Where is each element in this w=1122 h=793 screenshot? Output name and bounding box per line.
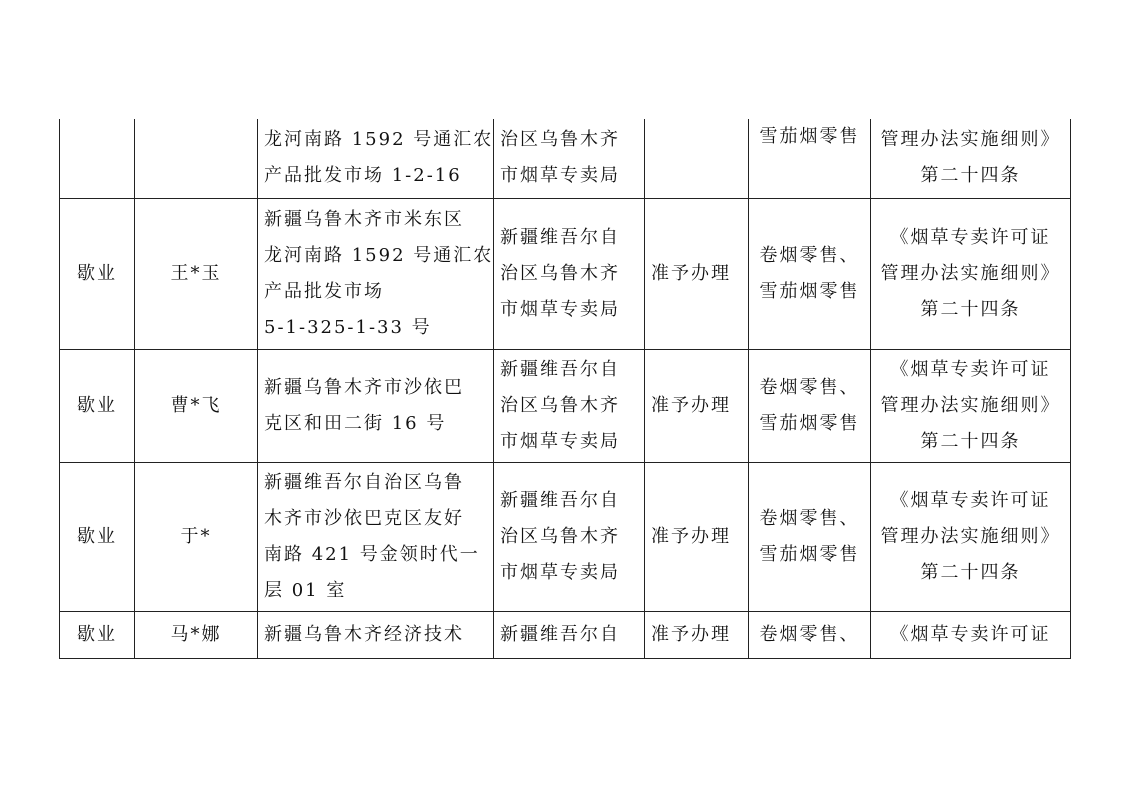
- authority-cell: [494, 198, 645, 349]
- name-cell: 马*娜: [135, 611, 258, 658]
- basis-line: 《烟草专卖许可证: [890, 489, 1051, 511]
- status-cell: [60, 119, 135, 198]
- address-line: 木齐市沙依巴克区友好: [264, 507, 464, 529]
- table-row: [60, 611, 1071, 658]
- basis-cell: [871, 119, 1071, 198]
- basis-line: 《烟草专卖许可证: [890, 358, 1051, 380]
- address-cell: [258, 198, 494, 349]
- table-row: [60, 462, 1071, 611]
- scope-cell: [749, 611, 871, 658]
- address-line: 南路 421 号金领时代一: [264, 543, 480, 565]
- address-line: 新疆维吾尔自治区乌鲁: [264, 471, 464, 493]
- authority-line: 市烟草专卖局: [500, 561, 620, 583]
- scope-cell: [749, 119, 871, 198]
- authority-line: 治区乌鲁木齐: [500, 394, 620, 416]
- basis-line: 第二十四条: [920, 298, 1021, 320]
- basis-line: 管理办法实施细则》: [880, 394, 1061, 416]
- authority-cell: [494, 611, 645, 658]
- basis-cell: [871, 462, 1071, 611]
- address-cell: [258, 119, 494, 198]
- scope-line: 卷烟零售、: [759, 376, 860, 398]
- address-line: 产品批发市场 1-2-16: [264, 165, 462, 187]
- authority-line: 治区乌鲁木齐: [500, 129, 620, 151]
- basis-line: 第二十四条: [920, 561, 1021, 583]
- status-cell: 歇业: [60, 611, 135, 658]
- scope-line: 雪茄烟零售: [759, 126, 860, 147]
- name-cell: 于*: [135, 462, 258, 611]
- name-cell: 曹*飞: [135, 349, 258, 462]
- basis-line: 《烟草专卖许可证: [890, 226, 1051, 248]
- license-table: [59, 119, 1071, 659]
- address-cell: [258, 462, 494, 611]
- authority-line: 新疆维吾尔自: [500, 358, 620, 380]
- authority-line: 新疆维吾尔自: [500, 226, 620, 248]
- address-cell: [258, 611, 494, 658]
- authority-line: 市烟草专卖局: [500, 430, 620, 452]
- scope-line: 卷烟零售、: [759, 244, 860, 266]
- action-cell: 准予办理: [645, 462, 749, 611]
- action-cell: [645, 119, 749, 198]
- address-line: 新疆乌鲁木齐市米东区: [264, 208, 464, 230]
- address-line: 5-1-325-1-33 号: [264, 316, 432, 338]
- basis-line: 管理办法实施细则》: [880, 129, 1061, 151]
- address-line: 产品批发市场: [264, 280, 384, 302]
- authority-cell: [494, 119, 645, 198]
- authority-line: 治区乌鲁木齐: [500, 525, 620, 547]
- table-row: [60, 349, 1071, 462]
- authority-line: 治区乌鲁木齐: [500, 262, 620, 284]
- basis-line: 第二十四条: [920, 430, 1021, 452]
- address-line: 克区和田二街 16 号: [264, 412, 447, 434]
- authority-cell: [494, 462, 645, 611]
- address-line: 龙河南路 1592 号通汇农: [264, 129, 494, 151]
- basis-cell: [871, 349, 1071, 462]
- name-cell: 王*玉: [135, 198, 258, 349]
- basis-line: 管理办法实施细则》: [880, 525, 1061, 547]
- address-line: 新疆乌鲁木齐经济技术: [264, 623, 464, 645]
- scope-line: 雪茄烟零售: [759, 543, 860, 565]
- scope-cell: [749, 349, 871, 462]
- address-line: 层 01 室: [264, 579, 347, 601]
- authority-line: 市烟草专卖局: [500, 298, 620, 320]
- basis-line: 《烟草专卖许可证: [890, 623, 1051, 645]
- scope-cell: [749, 462, 871, 611]
- scope-line: 卷烟零售、: [759, 507, 860, 529]
- action-cell: 准予办理: [645, 349, 749, 462]
- authority-line: 市烟草专卖局: [500, 165, 620, 187]
- scope-cell: [749, 198, 871, 349]
- action-cell: 准予办理: [645, 611, 749, 658]
- action-cell: 准予办理: [645, 198, 749, 349]
- authority-line: 新疆维吾尔自: [500, 623, 620, 645]
- basis-line: 管理办法实施细则》: [880, 262, 1061, 284]
- table-row: [60, 198, 1071, 349]
- status-cell: 歇业: [60, 198, 135, 349]
- name-cell: [135, 119, 258, 198]
- status-cell: 歇业: [60, 349, 135, 462]
- address-cell: [258, 349, 494, 462]
- address-line: 龙河南路 1592 号通汇农: [264, 244, 494, 266]
- scope-line: 雪茄烟零售: [759, 280, 860, 302]
- basis-cell: [871, 611, 1071, 658]
- scope-line: 雪茄烟零售: [759, 412, 860, 434]
- table-row: [60, 119, 1071, 198]
- basis-line: 第二十四条: [920, 165, 1021, 187]
- basis-cell: [871, 198, 1071, 349]
- scope-line: 卷烟零售、: [759, 623, 860, 645]
- authority-line: 新疆维吾尔自: [500, 489, 620, 511]
- status-cell: 歇业: [60, 462, 135, 611]
- address-line: 新疆乌鲁木齐市沙依巴: [264, 376, 464, 398]
- authority-cell: [494, 349, 645, 462]
